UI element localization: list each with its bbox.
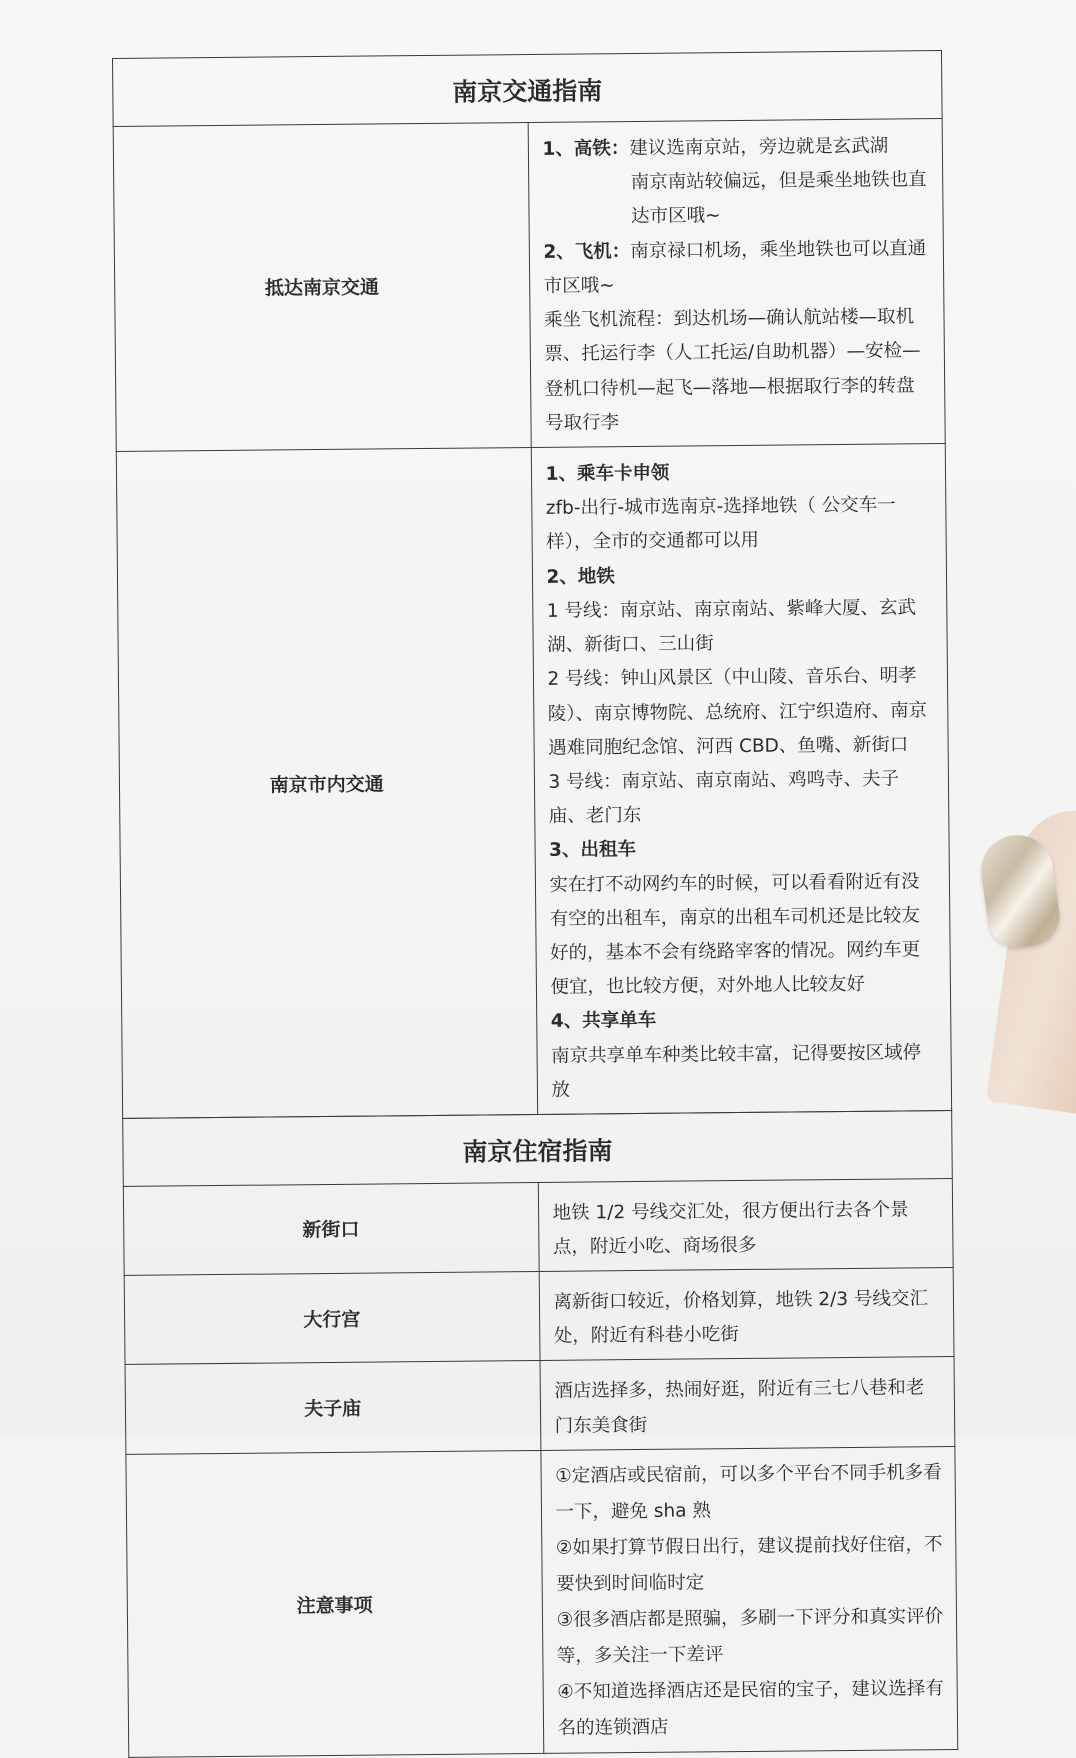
lodging-area-text: 酒店选择多，热闹好逛，附近有三七八巷和老门东美食街 <box>540 1357 955 1450</box>
arrival-line: 南京南站较偏远，但是乘坐地铁也直达市区哦~ <box>630 169 927 228</box>
metro-line-3: 3 号线：南京站、南京南站、鸡鸣寺、夫子庙、老门东 <box>548 768 900 827</box>
note-item: ④不知道选择酒店还是民宿的宝子，建议选择有名的连锁酒店 <box>557 1678 944 1740</box>
lodging-table <box>122 1110 958 1758</box>
arrival-content <box>528 119 946 448</box>
note-item: ③很多酒店都是照骗，多刷一下评分和真实评价等，多关注一下差评 <box>556 1606 944 1667</box>
metro-line-2: 2 号线：钟山风景区（中山陵、音乐台、明孝陵）、南京博物院、总统府、江宁织造府、南京遇难同胞纪念馆、河西 CBD、鱼嘴、新街口 <box>547 665 928 759</box>
section-heading: 3、出租车 <box>549 839 637 862</box>
section-heading: 2、地铁 <box>546 565 615 588</box>
transport-title: 南京交通指南 <box>113 51 943 127</box>
lodging-area-label: 夫子庙 <box>125 1361 540 1454</box>
city-transport-content <box>531 443 952 1114</box>
section-text: 实在打不动网约车的时候，可以看看附近有没有空的出租车，南京的出租车司机还是比较友好的，基本不会有绕路宰客的情况。网约车更便宜，也比较方便，对外地人比较友好 <box>549 870 921 999</box>
arrival-label: 抵达南京交通 <box>113 123 531 452</box>
metro-line-1: 1 号线：南京站、南京南站、紫峰大厦、玄武湖、新街口、三山街 <box>546 597 917 656</box>
lodging-title: 南京住宿指南 <box>123 1110 953 1186</box>
lodging-area-text: 地铁 1/2 号线交汇处，很方便出行去各个景点，附近小吃、商场很多 <box>538 1178 953 1271</box>
section-heading: 4、共享单车 <box>550 1010 657 1033</box>
note-item: ②如果打算节假日出行，建议提前找好住宿，不要快到时间临时定 <box>555 1534 943 1595</box>
lodging-area-label: 新街口 <box>123 1182 538 1275</box>
section-heading: 1、乘车卡申领 <box>545 462 670 485</box>
arrival-line: 乘坐飞机流程：到达机场—确认航站楼—取机票、托运行李（人工托运/自助机器）—安检—登机口待机—起飞—落地—根据取行李的转盘号取行李 <box>543 306 921 434</box>
section-text: zfb-出行-城市选南京-选择地铁（ 公交车一样），全市的交通都可以用 <box>545 494 896 554</box>
notes-label: 注意事项 <box>126 1450 543 1757</box>
guide-document <box>112 50 958 1758</box>
arrival-line: 1、高铁：建议选南京站，旁边就是玄武湖 <box>542 135 889 160</box>
notes-content <box>540 1446 957 1753</box>
lodging-area-label: 大行宫 <box>124 1271 539 1364</box>
note-item: ①定酒店或民宿前，可以多个平台不同手机多看一下，避免 sha 熟 <box>555 1461 942 1523</box>
city-transport-label: 南京市内交通 <box>116 447 537 1118</box>
arrival-line: 2、飞机：南京禄口机场，乘坐地铁也可以直通市区哦~ <box>543 237 927 297</box>
lodging-area-text: 离新街口较近，价格划算，地铁 2/3 号线交汇处，附近有科巷小吃街 <box>539 1267 954 1360</box>
section-text: 南京共享单车种类比较丰富，记得要按区域停放 <box>550 1041 922 1101</box>
transport-table <box>112 50 952 1119</box>
